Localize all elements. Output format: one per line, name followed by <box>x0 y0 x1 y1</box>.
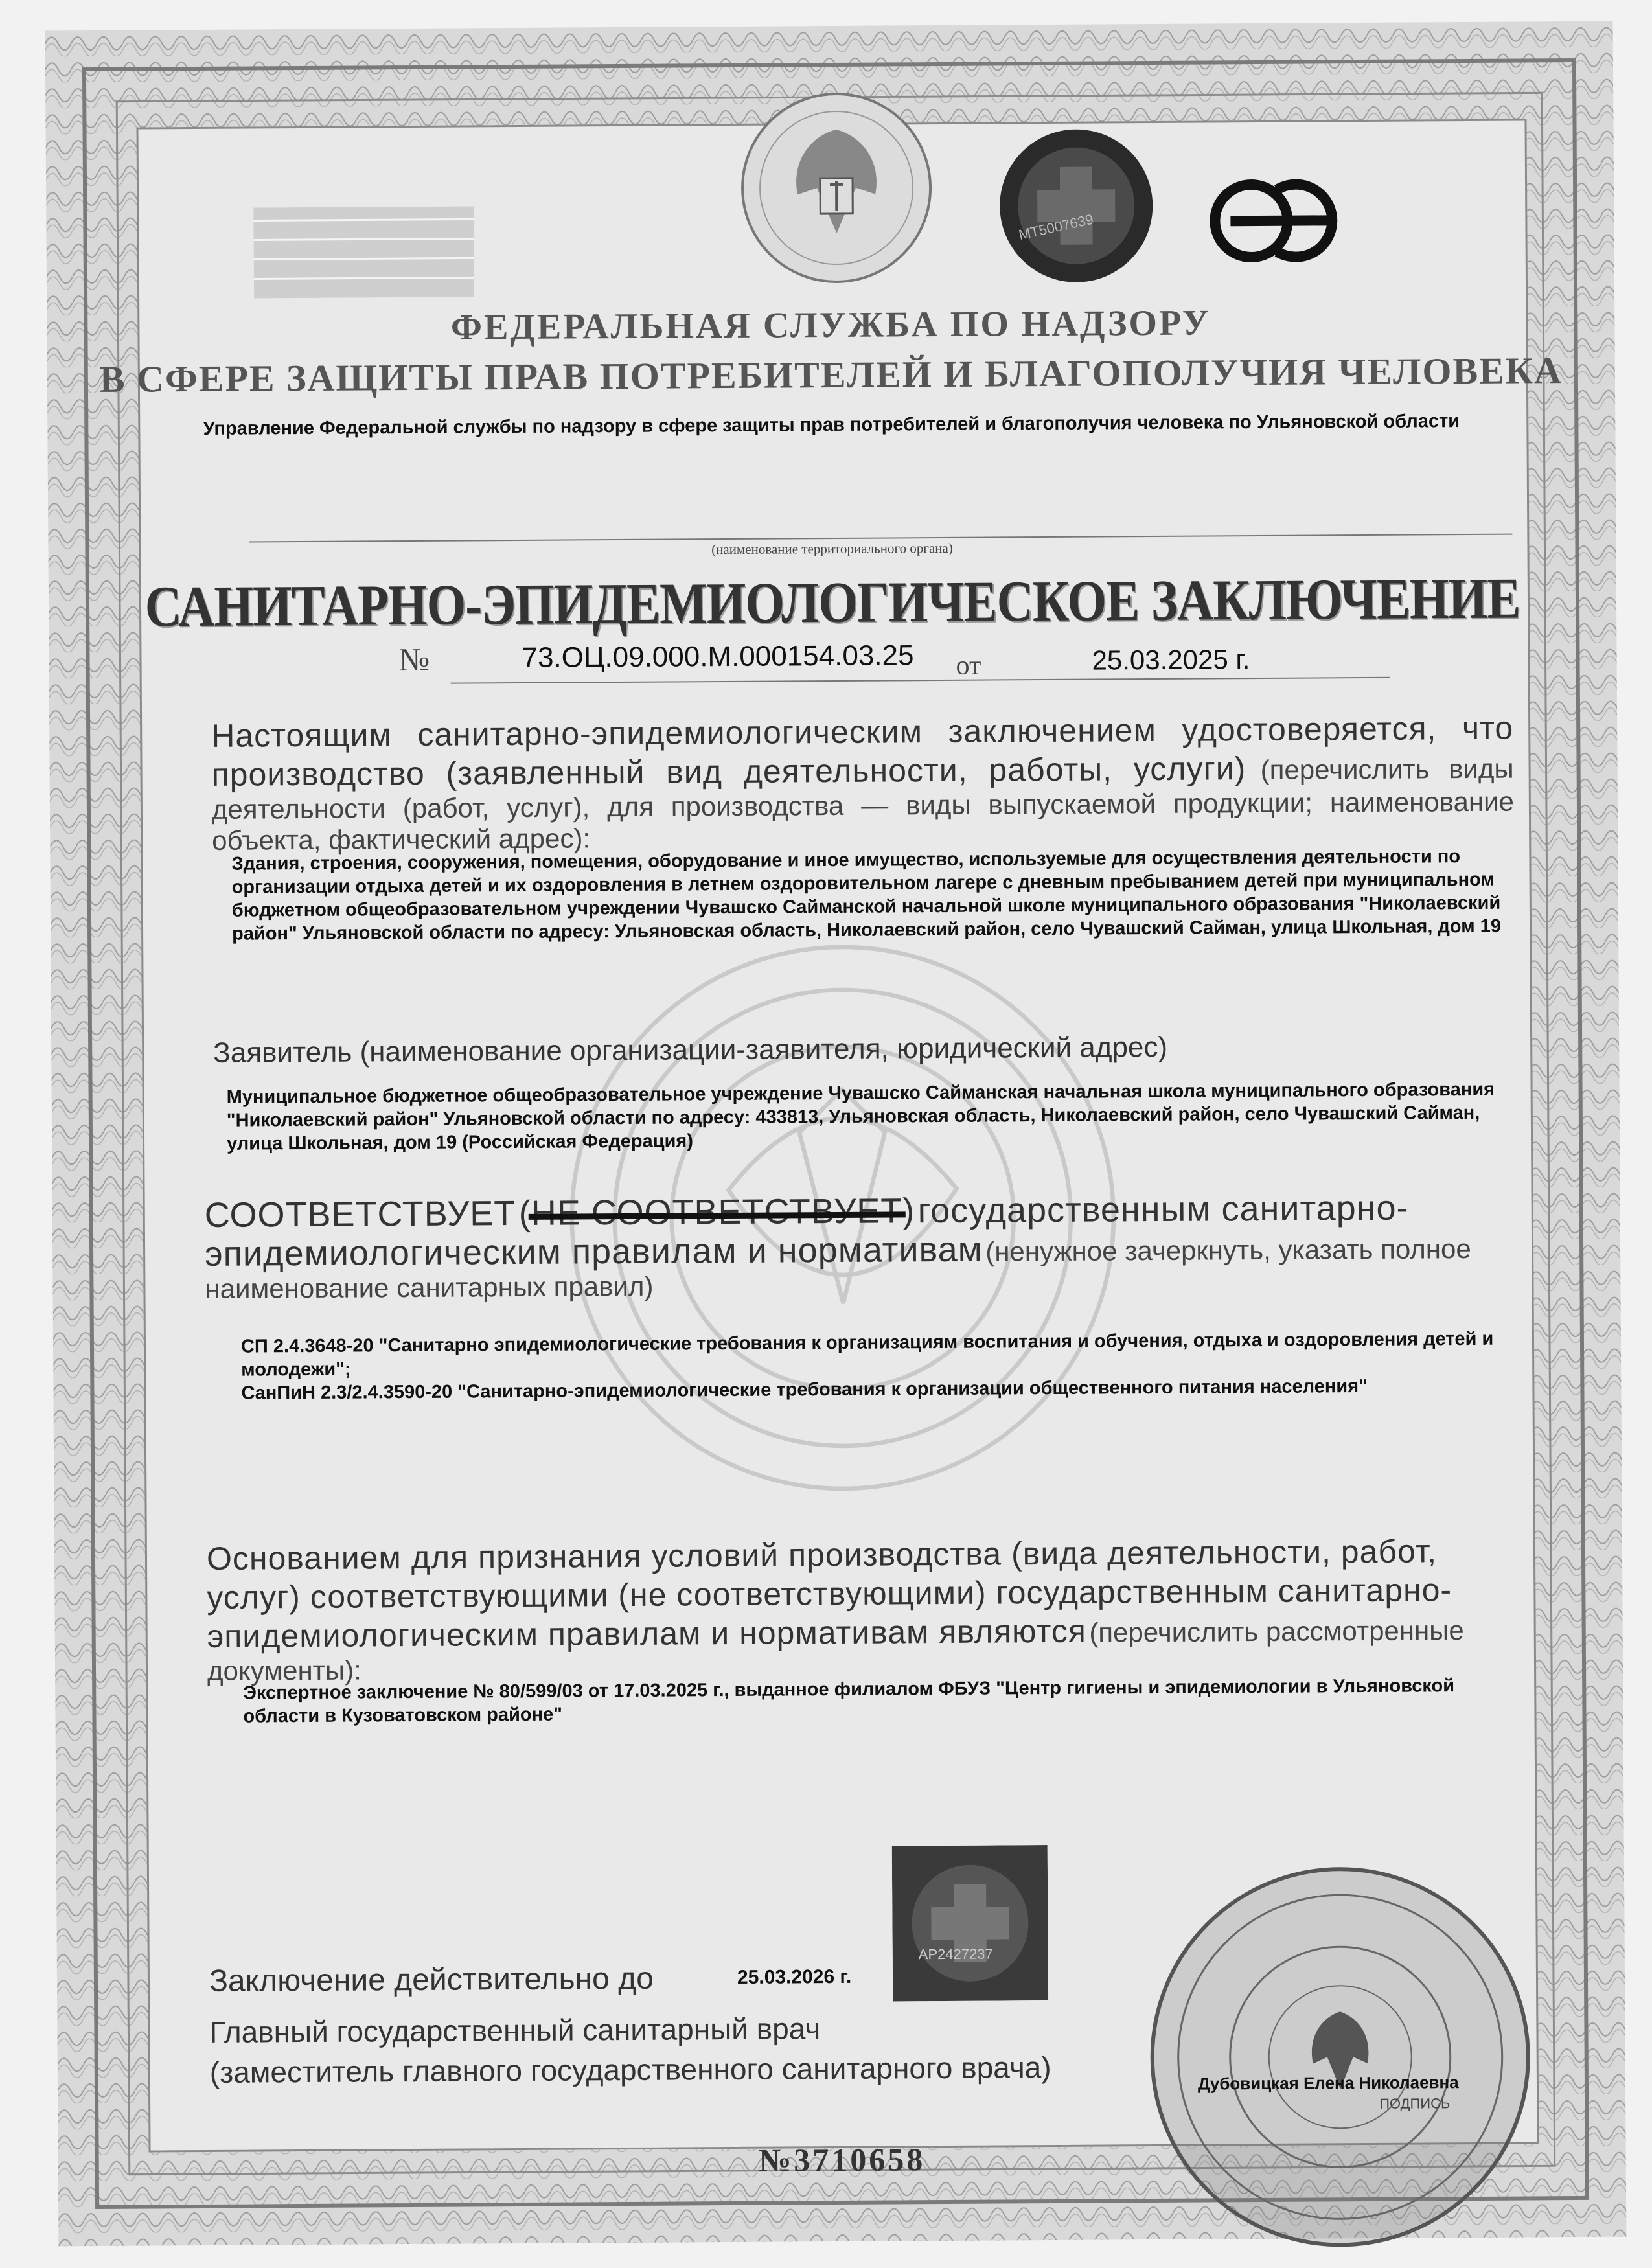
applicant-value: Муниципальное бюджетное общеобразовательное учреждение Чувашско Сайманская начальная школа муниципального образования "Николаевский район" Ульяновской области по адресу: 433813, Ульяновская область, Николаевский район, село Чувашский Сайман, улица Школьная, дом 19 (Российская Федерация) <box>226 1079 1495 1154</box>
coat-of-arms-icon <box>739 90 934 286</box>
agency-name-line1: ФЕДЕРАЛЬНАЯ СЛУЖБА ПО НАДЗОРУ <box>450 303 1211 348</box>
hologram-code-top: МТ5007639 <box>1017 211 1096 244</box>
applicant-hint: (наименование организации-заявителя, юридический адрес) <box>360 1031 1168 1068</box>
signatory-title-line2: (заместитель главного государственного санитарного врача) <box>209 2050 1051 2089</box>
applicant-heading <box>213 1031 1167 1070</box>
hologram-square-icon <box>892 1845 1048 2001</box>
basis-text: Основанием для признания условий производства (вида деятельности, работ, услуг) соответствующими (не соответствующими) государственным санитарно-эпидемиологическим правилам и нормативам являются <box>206 1533 1452 1655</box>
signatory-name: Дубовицкая Елена Николаевна <box>1197 2072 1459 2094</box>
sanitary-rule-item: СанПиН 2.3/2.4.3590-20 "Санитарно-эпидемиологические требования к организации общественного питания населения" <box>241 1375 1368 1404</box>
hologram-code-bottom: АР2427237 <box>918 1945 993 1963</box>
date-from-label: от <box>956 650 981 681</box>
validity-date: 25.03.2026 г. <box>737 1965 852 1988</box>
certified-object: Здания, строения, сооружения, помещения, оборудование и иное имущество, используемые для осуществления деятельности по организации отдыха детей и их оздоровления в летнем оздоровительном лагере с дневным пребыванием детей при муниципальном бюджетном общеобразовательном учреждении Чувашско Сайманской начальной школе муниципального образования "Николаевский район" Ульяновской области по адресу: Ульяновская область, Николаевский район, село Чувашский Сайман, улица Школьная, дом 19 <box>231 846 1502 945</box>
compliance-text: государственным санитарно-эпидемиологическим правилам и нормативам <box>204 1188 1409 1274</box>
certification-intro <box>211 709 1514 856</box>
official-round-seal-icon <box>1145 1861 1536 2252</box>
signature-caption: ПОДПИСЬ <box>1379 2095 1451 2112</box>
signatory-title <box>209 2007 1051 2092</box>
certificate-sheet <box>45 21 1627 2247</box>
validity-label: Заключение действительно до <box>209 1961 654 1999</box>
form-serial-number: №3710658 <box>758 2141 926 2179</box>
not-complies-struck: НЕ СООТВЕТСТВУЕТ <box>531 1191 903 1233</box>
signatory-title-line1: Главный государственный санитарный врач <box>209 2011 821 2049</box>
certification-intro-hint: (перечислить виды деятельности (работ, услуг), для производства — виды выпускаемой продукции; наименование объекта, фактический адрес): <box>211 753 1515 856</box>
decorative-stamp-strip <box>253 206 474 298</box>
complies-label: СООТВЕТСТВУЕТ <box>204 1194 516 1235</box>
department-caption: (наименование территориального органа) <box>711 540 953 558</box>
basis-hint: (перечислить рассмотренные документы): <box>207 1615 1464 1686</box>
basis-statement <box>207 1531 1522 1687</box>
issue-date: 25.03.2025 г. <box>1092 644 1250 676</box>
regional-department: Управление Федеральной службы по надзору в сфере защиты прав потребителей и благополучия человека по Ульяновской области <box>203 411 1460 439</box>
number-sign: № <box>398 641 430 678</box>
hologram-seal-icon <box>998 128 1154 284</box>
compliance-statement: СООТВЕТСТВУЕТ (НЕ СООТВЕТСТВУЕТ) государственным санитарно-эпидемиологическим правилам и нормативам (ненужное зачеркнуть, указать полное наименование санитарных правил) <box>204 1188 1471 1304</box>
basis-document: Экспертное заключение № 80/599/03 от 17.03.2025 г., выданное филиалом ФБУЗ "Центр гигиены и эпидемиологии в Ульяновской области в Кузоватовском районе" <box>243 1675 1455 1727</box>
document-number: 73.ОЦ.09.000.М.000154.03.25 <box>522 639 914 674</box>
document-title: САНИТАРНО-ЭПИДЕМИОЛОГИЧЕСКОЕ ЗАКЛЮЧЕНИЕ <box>144 565 1520 639</box>
sanitary-rules-list <box>241 1327 1524 1405</box>
certification-intro-text: Настоящим санитарно-эпидемиологическим заключением удостоверяется, что производство (заявленный вид деятельности, работы, услуги) <box>211 709 1514 793</box>
sanitary-rule-item: СП 2.4.3648-20 "Санитарно эпидемиологические требования к организациям воспитания и обучения, отдыха и оздоровления детей и молодежи"; <box>240 1328 1494 1380</box>
applicant-label: Заявитель <box>213 1036 352 1069</box>
se-logo-icon <box>1206 175 1349 266</box>
agency-name-line2: В СФЕРЕ ЗАЩИТЫ ПРАВ ПОТРЕБИТЕЛЕЙ И БЛАГОПОЛУЧИЯ ЧЕЛОВЕКА <box>99 349 1563 400</box>
compliance-hint: (ненужное зачеркнуть, указать полное наименование санитарных правил) <box>205 1233 1471 1304</box>
